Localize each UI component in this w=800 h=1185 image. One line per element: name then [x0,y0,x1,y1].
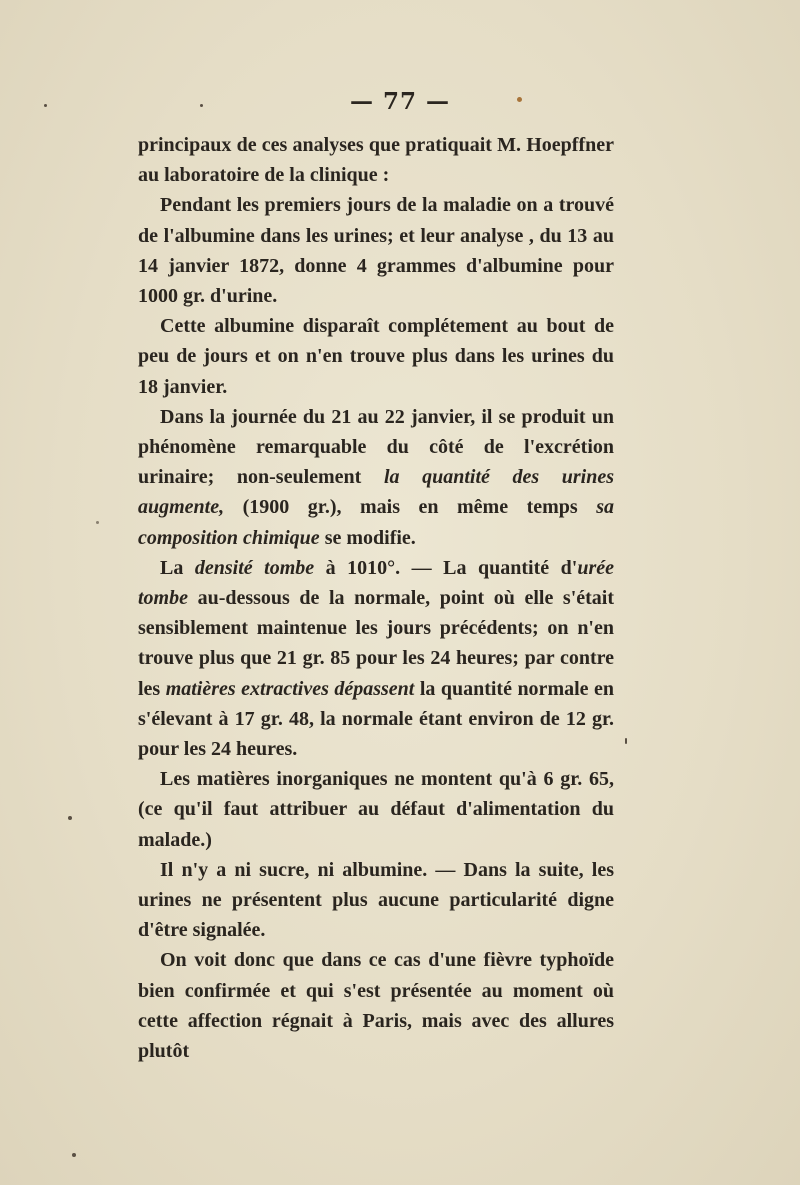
paper-speck [96,521,99,524]
paper-speck [72,1153,76,1157]
italic-text: densité tombe [194,556,315,579]
italic-text: matières extractives dépassent [165,677,415,700]
text-run: Pendant les premiers jours de la maladie on a trouvé de l'albumine dans les urines; et leur analyse , du 13 au 14 janvier 1872, donne 4 grammes d'albumine pour 1000 gr. d'urine. [138,194,614,308]
italic-text: urée tombe [138,556,615,610]
paper-speck [68,816,72,820]
body-text [138,130,614,1066]
paper-speck [200,104,203,107]
text-run: La [160,556,195,579]
paragraph-5 [138,553,614,764]
paragraph-8 [138,945,614,1066]
text-run: Les matières inorganiques ne montent qu'à 6 gr. 65, (ce qu'il faut attribuer au défaut d'alimentation du malade.) [138,768,614,851]
paper-speck [517,97,522,102]
text-run: se modifie. [319,526,416,549]
text-run: au-dessous de la normale, point où elle s'était sensiblement maintenue les jours précédents; on n'en trouve plus que 21 gr. 85 pour les 24 heures; par contre les [138,587,614,700]
paper-speck [44,104,47,107]
paragraph-2 [138,190,614,311]
paragraph-3 [138,311,614,402]
text-run: Cette albumine disparaît complétement au bout de peu de jours et on n'en trouve plus dans les urines du 18 janvier. [138,315,614,398]
paragraph-4 [138,402,614,553]
text-run: Il n'y a ni sucre, ni albumine. — Dans la suite, les urines ne présentent plus aucune particularité digne d'être signalée. [138,858,614,942]
text-run: à 1010°. — La quantité d' [314,556,578,579]
paragraph-7 [138,855,614,946]
paper-speck [625,738,627,744]
paragraph-6 [138,764,614,855]
text-run: Dans la journée du 21 au 22 janvier, il se produit un phénomène remarquable du côté de l'excrétion urinaire; non-seulement [138,405,614,489]
text-run: On voit donc que dans ce cas d'une fièvre typhoïde bien confirmée et qui s'est présentée au moment où cette affection régnait à Paris, mais avec des allures plutôt [138,949,614,1063]
text-run: principaux de ces analyses que pratiquait M. Hoepffner au laboratoire de la clinique : [138,134,614,187]
page-number: — 77 — [349,88,451,115]
italic-text: sa composition chimique [138,496,614,549]
paragraph-1 [138,130,614,190]
italic-text: la quantité des urines augmente, [138,466,614,519]
text-run: (1900 gr.), mais en même temps [224,496,597,519]
text-run: la quantité normale en s'élevant à 17 gr. 48, la normale étant environ de 12 gr. pour les 24 heures. [138,677,614,761]
